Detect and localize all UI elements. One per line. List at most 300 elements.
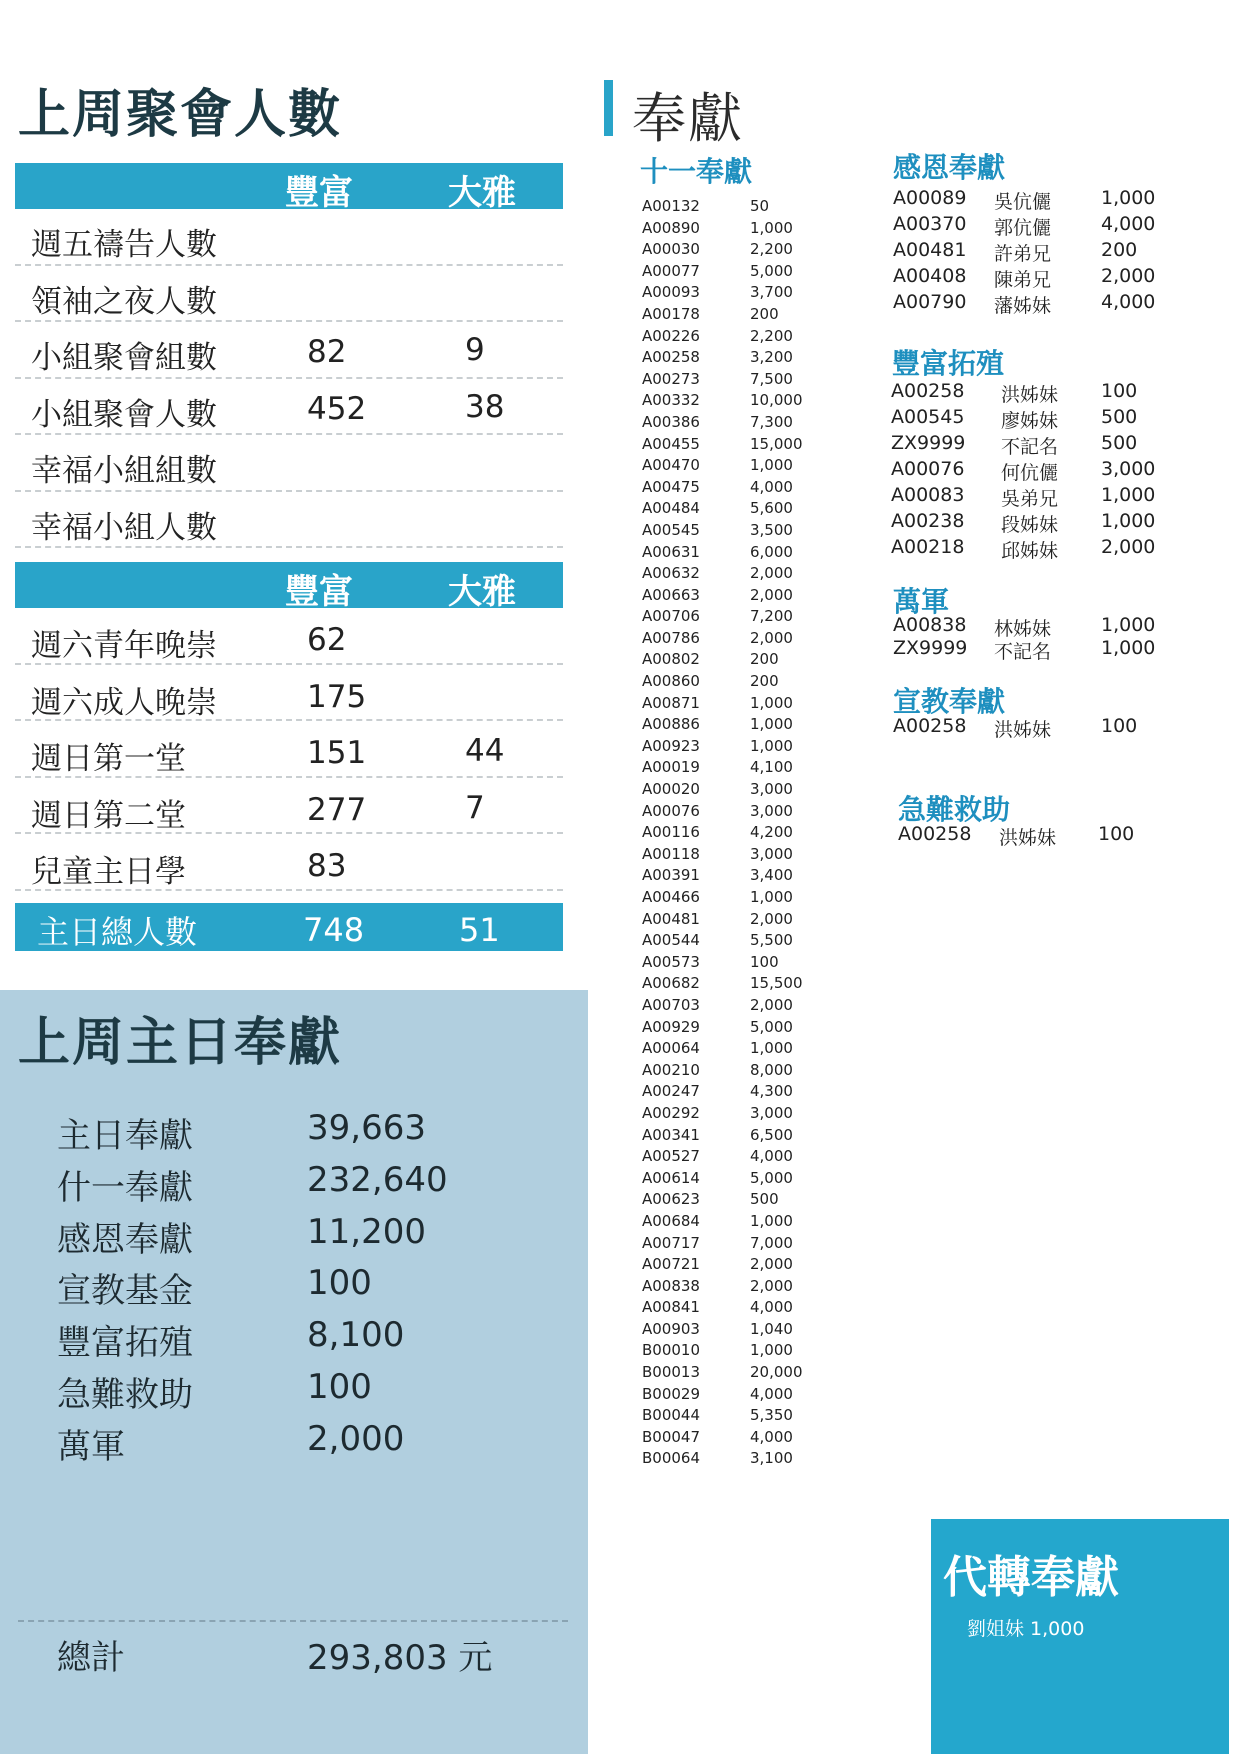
attendance-total-row (15, 903, 563, 951)
expand-id: A00238 (891, 510, 965, 532)
tithe-id: A00466 (642, 888, 700, 906)
tithe-amount: 5,500 (750, 931, 793, 950)
expand-id: A00545 (891, 406, 965, 428)
relief-title: 急難救助 (898, 793, 1011, 826)
tithe-row (642, 736, 842, 758)
tithe-id: B00013 (642, 1363, 701, 1382)
tithe-id: A00020 (642, 780, 700, 799)
relief-name: 洪姊妹 (999, 827, 1057, 849)
expand-name: 洪姊妹 (1001, 384, 1059, 406)
tithe-id: A00786 (642, 628, 700, 647)
expand-amount: 1,000 (1101, 510, 1156, 532)
attendance-row-label: 小組聚會組數 (31, 340, 217, 376)
summary-row-label: 宣教基金 (57, 1271, 193, 1312)
tithe-row (642, 542, 842, 564)
attendance-row-label: 領袖之夜人數 (31, 283, 217, 320)
thanks-row (893, 239, 1138, 265)
attendance-table-top (15, 163, 563, 548)
tithe-id: A00871 (642, 693, 700, 712)
tithe-row (642, 1189, 842, 1211)
expand-id: ZX9999 (891, 432, 966, 454)
hosts-name: 不記名 (994, 641, 1052, 663)
tithe-amount: 4,000 (750, 1384, 793, 1403)
tithe-id: A00632 (642, 564, 700, 583)
tithe-amount: 5,600 (750, 499, 793, 518)
attendance-table-bottom (15, 562, 563, 891)
tithe-id: A00923 (642, 736, 700, 755)
expand-name: 廖姊妹 (1001, 410, 1059, 432)
tithe-row (642, 239, 842, 261)
tithe-amount: 1,000 (750, 456, 793, 475)
total-daya: 51 (459, 911, 500, 949)
hosts-amount: 1,000 (1101, 637, 1156, 659)
mission-name: 洪姊妹 (994, 719, 1052, 741)
tithe-row (642, 585, 842, 607)
tithe-id: A00573 (642, 952, 700, 971)
tithe-amount: 7,000 (750, 1233, 793, 1252)
tithe-amount: 3,000 (750, 780, 793, 799)
tithe-amount: 1,000 (750, 693, 793, 712)
tithe-row (642, 1448, 842, 1470)
expand-id: A00083 (891, 484, 965, 506)
summary-row (57, 1159, 448, 1209)
attendance-row-label: 幸福小組人數 (31, 509, 217, 546)
tithe-amount: 2,000 (750, 995, 793, 1014)
tithe-row (642, 1017, 842, 1039)
tithe-amount: 3,000 (750, 1103, 793, 1122)
summary-row (57, 1108, 426, 1157)
thanks-row (893, 265, 1156, 291)
tithe-row (642, 1319, 842, 1341)
hosts-row (893, 614, 1156, 640)
tithe-id: A00838 (642, 1276, 700, 1295)
attendance-row-label: 幸福小組組數 (31, 453, 217, 489)
tithe-id: A00391 (642, 866, 700, 885)
tithe-id: A00292 (642, 1103, 700, 1122)
expand-name: 何伉儷 (1001, 462, 1059, 484)
thanks-row (893, 213, 1156, 239)
col-header-fengfu: 豐富 (285, 572, 353, 612)
attendance-row-label: 週六青年晚崇 (31, 628, 217, 664)
expand-row (891, 432, 1138, 458)
tithe-amount: 2,000 (750, 1276, 793, 1295)
tithe-amount: 1,000 (750, 715, 793, 734)
tithe-amount: 5,350 (750, 1406, 793, 1425)
summary-row-label: 主日奉獻 (57, 1116, 193, 1156)
summary-row-value: 232,640 (307, 1159, 448, 1200)
tithe-row (642, 865, 842, 887)
tithe-id: A00332 (642, 391, 700, 410)
hosts-title: 萬軍 (893, 585, 950, 618)
tithe-row (642, 390, 842, 412)
attendance-row (15, 492, 563, 549)
tithe-id: A00631 (642, 542, 700, 561)
tithe-amount: 4,100 (750, 758, 793, 777)
tithe-row (642, 1297, 842, 1319)
attendance-row-label: 小組聚會人數 (31, 396, 217, 433)
tithe-row (642, 455, 842, 477)
attendance-fengfu-value: 83 (307, 848, 347, 884)
summary-row (57, 1315, 405, 1364)
tithe-row (642, 498, 842, 520)
tithe-id: A00030 (642, 240, 700, 259)
tithe-amount: 4,000 (750, 1427, 793, 1446)
tithe-id: A00841 (642, 1298, 700, 1317)
tithe-row (642, 1405, 842, 1427)
tithe-row (642, 304, 842, 326)
tithe-id: A00663 (642, 585, 700, 604)
total-label: 主日總人數 (37, 913, 198, 951)
expand-amount: 1,000 (1101, 484, 1156, 506)
tithe-row (642, 369, 842, 391)
tithe-id: A00386 (642, 412, 700, 431)
tithe-row (642, 801, 842, 823)
expand-name: 邱姊妹 (1001, 540, 1059, 562)
attendance-row (15, 778, 563, 835)
tithe-row (642, 1384, 842, 1406)
tithe-row (642, 1211, 842, 1233)
thanks-id: A00089 (893, 187, 967, 209)
relief-row (898, 823, 1135, 849)
tithe-row (642, 952, 842, 974)
tithe-id: A00178 (642, 304, 700, 323)
tithe-id: A00076 (642, 801, 700, 820)
summary-row-label: 萬軍 (57, 1426, 125, 1467)
tithe-amount: 7,200 (750, 607, 793, 626)
expand-row (891, 380, 1138, 406)
attendance-row (15, 322, 563, 379)
thanks-name: 陳弟兄 (994, 269, 1052, 291)
tithe-row (642, 1254, 842, 1276)
tithe-row (642, 887, 842, 909)
tithe-row (642, 412, 842, 434)
thanks-amount: 200 (1101, 239, 1138, 261)
attendance-row (15, 665, 563, 722)
tithe-id: A00093 (642, 283, 700, 302)
expand-amount: 100 (1101, 380, 1138, 402)
tithe-row (642, 1362, 842, 1384)
tithe-id: B00047 (642, 1427, 701, 1446)
summary-row-value: 100 (307, 1367, 372, 1407)
mission-amount: 100 (1101, 715, 1138, 737)
relief-id: A00258 (898, 823, 972, 845)
attendance-fengfu-value: 277 (307, 791, 367, 828)
expand-id: A00218 (891, 536, 965, 558)
hosts-row (893, 637, 1156, 663)
tithe-amount: 2,200 (750, 326, 793, 345)
tithe-row (642, 282, 842, 304)
tithe-row (642, 822, 842, 844)
tithe-amount: 200 (750, 304, 779, 323)
tithe-id: A00226 (642, 326, 700, 345)
tithe-amount: 3,100 (750, 1449, 793, 1468)
attendance-rows-b (15, 608, 563, 891)
thanks-name: 吳伉儷 (994, 191, 1052, 213)
expand-amount: 500 (1101, 432, 1138, 454)
tithe-row (642, 671, 842, 693)
tithe-id: A00684 (642, 1211, 700, 1230)
tithe-id: A00703 (642, 995, 700, 1014)
thanks-id: A00481 (893, 239, 967, 261)
tithe-id: A00132 (642, 197, 700, 215)
tithe-amount: 3,000 (750, 844, 793, 863)
tithe-row (642, 347, 842, 369)
tithe-id: A00544 (642, 931, 700, 950)
tithe-amount: 2,000 (750, 628, 793, 647)
tithe-id: A00341 (642, 1125, 700, 1144)
attendance-fengfu-value: 175 (307, 678, 367, 715)
tithe-title: 十一奉獻 (640, 155, 753, 188)
tithe-amount: 1,000 (750, 736, 793, 755)
mission-id: A00258 (893, 715, 967, 737)
tithe-amount: 50 (750, 197, 770, 215)
attendance-daya-value: 7 (465, 789, 485, 826)
thanks-name: 許弟兄 (994, 243, 1052, 265)
tithe-id: A00886 (642, 715, 700, 734)
summary-row-value: 2,000 (307, 1418, 405, 1459)
tithe-id: A00118 (642, 844, 700, 863)
tithe-row (642, 973, 842, 995)
section-accent-bar (604, 80, 613, 136)
tithe-amount: 2,000 (750, 585, 793, 604)
attendance-row-label: 兒童主日學 (31, 854, 186, 890)
tithe-id: A00802 (642, 650, 700, 669)
summary-row-label: 豐富拓殖 (57, 1323, 193, 1364)
proxy-line: 劉姐妹 1,000 (967, 1618, 1085, 1640)
tithe-amount: 4,000 (750, 1147, 793, 1166)
tithe-amount: 7,500 (750, 369, 793, 388)
tithe-id: A00455 (642, 434, 700, 453)
attendance-rows-a (15, 209, 563, 548)
col-header-daya: 大雅 (448, 173, 516, 213)
summary-total-label: 總計 (57, 1638, 125, 1678)
tithe-id: B00064 (642, 1449, 701, 1468)
tithe-amount: 8,000 (750, 1060, 793, 1079)
tithe-row (642, 649, 842, 671)
attendance-row (15, 721, 563, 778)
summary-divider (18, 1620, 568, 1622)
tithe-amount: 100 (750, 952, 779, 971)
tithe-row (642, 693, 842, 715)
thanks-amount: 4,000 (1101, 213, 1156, 235)
tithe-amount: 1,000 (750, 888, 793, 906)
tithe-row (642, 196, 842, 218)
attendance-row-label: 週五禱告人數 (31, 227, 217, 263)
summary-row-value: 39,663 (307, 1108, 426, 1148)
expand-id: A00258 (891, 380, 965, 402)
tithe-row (642, 844, 842, 866)
summary-row-value: 100 (307, 1263, 372, 1304)
tithe-amount: 15,000 (750, 434, 803, 453)
tithe-row (642, 779, 842, 801)
summary-row-value: 11,200 (307, 1211, 426, 1252)
summary-total-value: 293,803 元 (307, 1638, 493, 1678)
hosts-amount: 1,000 (1101, 614, 1156, 636)
expand-row (891, 510, 1156, 536)
thanks-id: A00408 (893, 265, 967, 287)
expand-row (891, 406, 1138, 432)
tithe-id: A00860 (642, 672, 700, 691)
attendance-row-label: 週日第一堂 (31, 741, 186, 777)
tithe-id: A00890 (642, 218, 700, 237)
tithe-amount: 5,000 (750, 1168, 793, 1187)
tithe-amount: 500 (750, 1190, 779, 1209)
tithe-row (642, 1060, 842, 1082)
tithe-id: A00682 (642, 974, 700, 993)
attendance-fengfu-value: 452 (307, 390, 367, 427)
tithe-row (642, 628, 842, 650)
tithe-amount: 5,000 (750, 1017, 793, 1036)
tithe-row (642, 1125, 842, 1147)
attendance-daya-value: 44 (465, 733, 505, 769)
tithe-amount: 3,200 (750, 348, 793, 367)
tithe-amount: 5,000 (750, 261, 793, 280)
tithe-id: A00064 (642, 1039, 700, 1058)
col-header-daya: 大雅 (448, 572, 516, 612)
tithe-amount: 4,000 (750, 1298, 793, 1317)
mission-row (893, 715, 1138, 741)
tithe-row (642, 477, 842, 499)
thanks-title: 感恩奉獻 (893, 151, 1006, 184)
tithe-row (642, 995, 842, 1017)
attendance-row (15, 209, 563, 266)
tithe-row (642, 563, 842, 585)
thanks-amount: 1,000 (1101, 187, 1156, 209)
tithe-id: A00247 (642, 1082, 700, 1101)
tithe-amount: 3,000 (750, 801, 793, 820)
tithe-amount: 1,000 (750, 1039, 793, 1058)
tithe-id: A00717 (642, 1233, 700, 1252)
tithe-row (642, 218, 842, 240)
tithe-id: A00116 (642, 823, 700, 842)
tithe-row (642, 520, 842, 542)
thanks-id: A00370 (893, 213, 967, 235)
tithe-amount: 3,400 (750, 866, 793, 885)
tithe-row (642, 757, 842, 779)
hosts-id: ZX9999 (893, 637, 968, 659)
tithe-row (642, 1038, 842, 1060)
tithe-amount: 4,000 (750, 477, 793, 496)
proxy-title: 代轉奉獻 (943, 1552, 1119, 1603)
tithe-amount: 200 (750, 650, 779, 669)
attendance-fengfu-value: 151 (307, 735, 367, 771)
attendance-row (15, 834, 563, 891)
attendance-header (15, 163, 563, 213)
thanks-id: A00790 (893, 291, 967, 313)
tithe-amount: 6,500 (750, 1125, 793, 1144)
tithe-id: A00258 (642, 348, 700, 367)
tithe-amount: 4,300 (750, 1082, 793, 1101)
summary-row-label: 急難救助 (57, 1375, 193, 1415)
tithe-amount: 7,300 (750, 412, 793, 431)
tithe-amount: 3,500 (750, 520, 793, 539)
tithe-id: A00077 (642, 261, 700, 280)
proxy-offering-box (931, 1519, 1229, 1754)
tithe-id: A00706 (642, 607, 700, 626)
expand-row (891, 484, 1156, 510)
expand-amount: 3,000 (1101, 458, 1156, 480)
attendance-row (15, 266, 563, 323)
tithe-amount: 20,000 (750, 1363, 803, 1382)
attendance-title: 上周聚會人數 (18, 85, 343, 145)
summary-row-label: 什一奉獻 (57, 1167, 193, 1208)
tithe-amount: 2,000 (750, 909, 793, 928)
tithe-row (642, 714, 842, 736)
thanks-name: 藩姊妹 (994, 295, 1052, 317)
tithe-id: A00019 (642, 758, 700, 777)
thanks-row (893, 291, 1156, 317)
summary-row (57, 1418, 405, 1468)
tithe-amount: 15,500 (750, 974, 803, 993)
tithe-amount: 1,000 (750, 1211, 793, 1230)
expand-row (891, 536, 1156, 562)
tithe-id: A00484 (642, 499, 700, 518)
expand-id: A00076 (891, 458, 965, 480)
tithe-row (642, 261, 842, 283)
offering-title: 奉獻 (632, 87, 744, 150)
tithe-amount: 2,000 (750, 1255, 793, 1274)
tithe-amount: 3,700 (750, 283, 793, 302)
summary-row (57, 1367, 372, 1416)
col-header-fengfu: 豐富 (285, 173, 353, 213)
tithe-id: A00623 (642, 1190, 700, 1209)
attendance-row-label: 週六成人晚崇 (31, 684, 217, 721)
summary-row-value: 8,100 (307, 1315, 405, 1356)
expand-row (891, 458, 1156, 484)
tithe-row (642, 1103, 842, 1125)
expand-amount: 500 (1101, 406, 1138, 428)
tithe-id: A00614 (642, 1168, 700, 1187)
tithe-row (642, 1168, 842, 1190)
tithe-row (642, 1340, 842, 1362)
expand-amount: 2,000 (1101, 536, 1156, 558)
tithe-amount: 2,000 (750, 564, 793, 583)
tithe-amount: 200 (750, 672, 779, 691)
tithe-id: A00545 (642, 520, 700, 539)
tithe-row (642, 1233, 842, 1255)
hosts-id: A00838 (893, 614, 967, 636)
relief-amount: 100 (1098, 823, 1135, 845)
tithe-row (642, 1427, 842, 1449)
tithe-id: B00029 (642, 1384, 701, 1403)
thanks-row (893, 187, 1156, 213)
attendance-header (15, 562, 563, 612)
total-fengfu: 748 (303, 911, 365, 949)
attendance-row (15, 608, 563, 665)
summary-row (57, 1263, 372, 1312)
expand-name: 不記名 (1001, 436, 1059, 458)
attendance-row (15, 435, 563, 492)
tithe-id: A00475 (642, 477, 700, 496)
tithe-id: A00273 (642, 369, 700, 388)
summary-total-row (57, 1630, 493, 1679)
tithe-id: B00010 (642, 1341, 701, 1360)
summary-title: 上周主日奉獻 (18, 1013, 343, 1073)
tithe-amount: 1,000 (750, 1341, 793, 1360)
tithe-row (642, 434, 842, 456)
tithe-row (642, 909, 842, 931)
expand-title: 豐富拓殖 (892, 347, 1005, 380)
attendance-row-label: 週日第二堂 (31, 797, 186, 834)
thanks-amount: 4,000 (1101, 291, 1156, 313)
tithe-amount: 1,000 (750, 218, 793, 237)
thanks-name: 郭伉儷 (994, 217, 1052, 239)
tithe-row (642, 606, 842, 628)
tithe-id: A00721 (642, 1255, 700, 1274)
tithe-amount: 1,040 (750, 1319, 793, 1338)
hosts-name: 林姊妹 (994, 618, 1052, 640)
tithe-id: B00044 (642, 1406, 701, 1425)
